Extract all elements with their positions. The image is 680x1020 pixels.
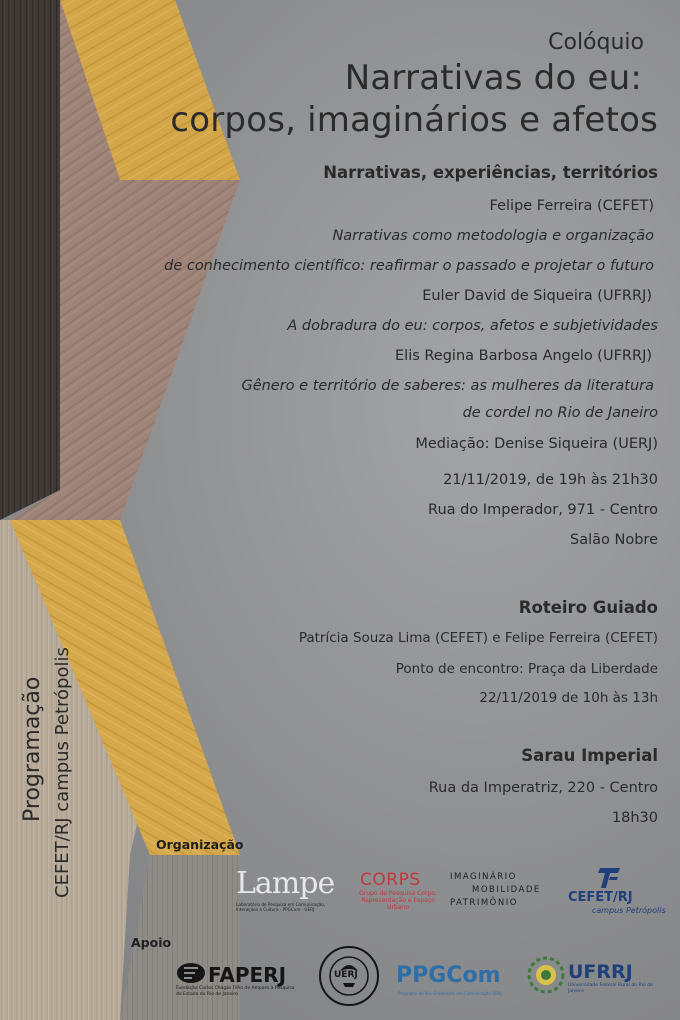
talk2: A dobradura do eu: corpos, afetos e subjetividades [287, 318, 658, 334]
event-title-line1: Narrativas do eu: [344, 58, 642, 98]
lampe-logo: Lampe [236, 866, 335, 901]
section2-heading: Roteiro Guiado [518, 598, 658, 617]
faperj-logo-subtitle: Fundação Carlos Chagas Filho de Amparo à Pesquisa do Estado do Rio de Janeiro [176, 986, 295, 997]
ufrrj-emblem-icon [526, 955, 566, 995]
organization-label: Organização [156, 837, 244, 852]
ppgcom-logo: PPGCom [396, 963, 501, 988]
uerj-logo: UERJ [334, 970, 358, 980]
imaginario-line2: MOBILIDADE [472, 885, 541, 895]
section1-datetime: 21/11/2019, de 19h às 21h30 [443, 472, 658, 488]
mediation: Mediação: Denise Siqueira (UERJ) [415, 436, 658, 452]
section1-heading: Narrativas, experiências, territórios [323, 163, 658, 182]
section3-time: 18h30 [611, 810, 658, 826]
ppgcom-logo-subtitle: Programa de Pós-Graduação em Comunicação UERJ [398, 991, 502, 996]
cefet-emblem-icon [596, 866, 624, 890]
section3-address: Rua da Imperatriz, 220 - Centro [428, 780, 658, 796]
support-label: Apoio [131, 935, 172, 950]
imaginario-logo [450, 871, 541, 910]
ufrrj-logo: UFRRJ [568, 961, 633, 983]
section2-meeting-point: Ponto de encontro: Praça da Liberdade [395, 661, 658, 677]
section1-room: Salão Nobre [570, 532, 658, 548]
section1-address: Rua do Imperador, 971 - Centro [428, 502, 658, 518]
campus-label: CEFET/RJ campus Petrópolis [52, 647, 73, 898]
section2-datetime: 22/11/2019 de 10h às 13h [479, 690, 658, 706]
ufrrj-logo-subtitle: Universidade Federal Rural do Rio de Janeiro [568, 983, 653, 994]
event-title-line2: corpos, imaginários e afetos [170, 100, 658, 140]
talk3-line2: de cordel no Rio de Janeiro [462, 405, 658, 421]
faperj-logo: FAPERJ [208, 963, 287, 987]
speaker-felipe: Felipe Ferreira (CEFET) [489, 198, 654, 214]
imaginario-line1: IMAGINÁRIO [450, 872, 517, 882]
faperj-emblem-icon [176, 962, 206, 984]
corps-logo-subtitle: Grupo de Pesquisa Corpo, Representação e Espaço Urbano [359, 890, 437, 911]
cefet-logo-subtitle: campus Petrópolis [592, 906, 666, 915]
cefet-logo: CEFET/RJ [568, 890, 633, 905]
corps-logo: CORPS [360, 870, 421, 890]
imaginario-line3: PATRIMÔNIO [450, 898, 518, 908]
program-label: Programação [20, 676, 45, 822]
talk1-line2: de conhecimento científico: reafirmar o passado e projetar o futuro [164, 258, 654, 274]
lampe-logo-subtitle: Laboratório de Pesquisa em Comunicação, Interações e Cultura · PPGCom · UERJ [236, 902, 326, 912]
section3-heading: Sarau Imperial [521, 746, 658, 765]
event-type: Colóquio [548, 30, 644, 55]
speaker-elis: Elis Regina Barbosa Angelo (UFRRJ) [395, 348, 652, 364]
talk3-line1: Gênero e território de saberes: as mulheres da literatura [241, 378, 654, 394]
speaker-euler: Euler David de Siqueira (UFRRJ) [422, 288, 652, 304]
talk1-line1: Narrativas como metodologia e organização [332, 228, 654, 244]
section2-guides: Patrícia Souza Lima (CEFET) e Felipe Ferreira (CEFET) [298, 630, 658, 646]
